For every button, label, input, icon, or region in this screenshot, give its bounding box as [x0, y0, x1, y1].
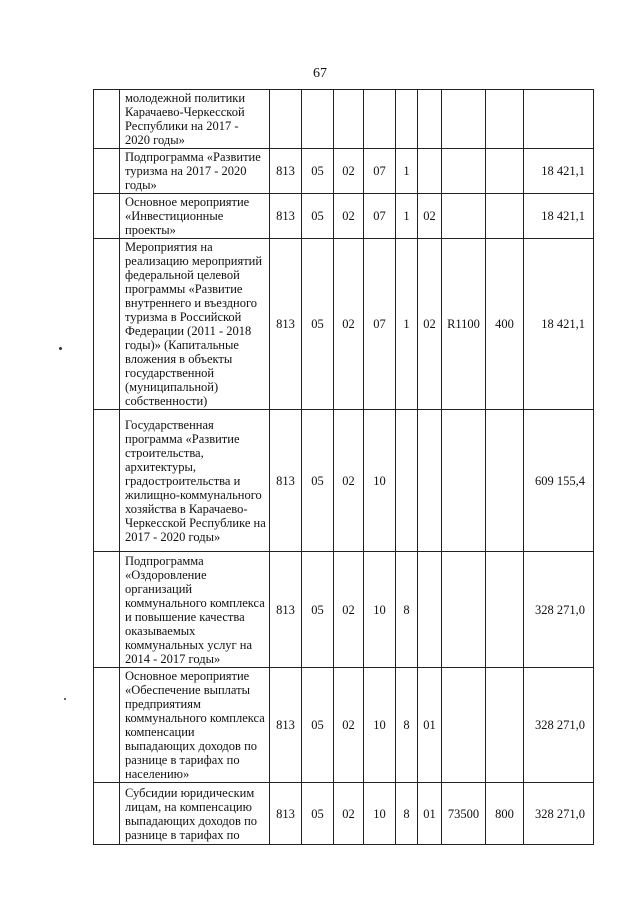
table-row — [94, 668, 594, 783]
expense-direction-cell: R1100 — [442, 239, 486, 410]
section-code-cell: 05 — [302, 552, 334, 668]
subsection-code-cell: 02 — [334, 149, 364, 194]
subsection-code-cell: 02 — [334, 410, 364, 552]
ministry-code-cell: 813 — [270, 668, 302, 783]
expense-direction-cell — [442, 410, 486, 552]
program-code-cell: 10 — [364, 410, 396, 552]
expense-direction-cell — [442, 149, 486, 194]
activity-code-cell: 02 — [418, 194, 442, 239]
margin-cell — [94, 194, 120, 239]
amount-cell: 328 271,0 — [524, 668, 594, 783]
subprogram-code-cell: 8 — [396, 552, 418, 668]
scan-speck — [64, 698, 66, 700]
margin-cell — [94, 410, 120, 552]
ministry-code-cell: 813 — [270, 783, 302, 845]
program-code-cell: 07 — [364, 194, 396, 239]
table-row — [94, 410, 594, 552]
ministry-code-cell — [270, 90, 302, 149]
expense-type-cell — [486, 410, 524, 552]
expense-type-cell — [486, 194, 524, 239]
subprogram-code-cell: 1 — [396, 149, 418, 194]
subsection-code-cell — [334, 90, 364, 149]
table-row — [94, 194, 594, 239]
section-code-cell: 05 — [302, 239, 334, 410]
program-code-cell: 10 — [364, 552, 396, 668]
row-name-cell: Основное мероприятие «Инвестиционные проекты» — [120, 194, 270, 239]
subprogram-code-cell: 1 — [396, 239, 418, 410]
amount-cell: 18 421,1 — [524, 239, 594, 410]
row-name-cell: Государственная программа «Развитие строительства, архитектуры, градостроительства и жилищно-коммунального хозяйства в Карачаево-Черкесской Республике на 2017 - 2020 годы» — [120, 410, 270, 552]
subsection-code-cell: 02 — [334, 783, 364, 845]
expense-type-cell — [486, 149, 524, 194]
subprogram-code-cell: 8 — [396, 783, 418, 845]
expense-type-cell: 400 — [486, 239, 524, 410]
activity-code-cell — [418, 149, 442, 194]
ministry-code-cell: 813 — [270, 194, 302, 239]
subprogram-code-cell: 1 — [396, 194, 418, 239]
amount-cell: 18 421,1 — [524, 194, 594, 239]
table-row — [94, 239, 594, 410]
activity-code-cell — [418, 552, 442, 668]
subprogram-code-cell: 8 — [396, 668, 418, 783]
program-code-cell — [364, 90, 396, 149]
expense-type-cell: 800 — [486, 783, 524, 845]
scan-speck — [59, 347, 62, 350]
activity-code-cell — [418, 90, 442, 149]
section-code-cell: 05 — [302, 410, 334, 552]
row-name-cell: Подпрограмма «Развитие туризма на 2017 - 2020 годы» — [120, 149, 270, 194]
subprogram-code-cell — [396, 90, 418, 149]
section-code-cell: 05 — [302, 668, 334, 783]
amount-cell — [524, 90, 594, 149]
row-name-cell: молодежной политики Карачаево-Черкесской Республики на 2017 - 2020 годы» — [120, 90, 270, 149]
margin-cell — [94, 552, 120, 668]
table-row — [94, 552, 594, 668]
subsection-code-cell: 02 — [334, 194, 364, 239]
program-code-cell: 10 — [364, 668, 396, 783]
program-code-cell: 07 — [364, 239, 396, 410]
section-code-cell: 05 — [302, 783, 334, 845]
activity-code-cell: 01 — [418, 783, 442, 845]
expense-type-cell — [486, 668, 524, 783]
page-number: 67 — [313, 66, 327, 81]
table-row — [94, 783, 594, 845]
margin-cell — [94, 149, 120, 194]
amount-cell: 18 421,1 — [524, 149, 594, 194]
expense-direction-cell — [442, 90, 486, 149]
row-name-cell: Мероприятия на реализацию мероприятий федеральной целевой программы «Развитие внутреннего и въездного туризма в Российской Федерации (2011 - 2018 годы)» (Капитальные вложения в объекты государственной (муниципальной) собственности) — [120, 239, 270, 410]
section-code-cell — [302, 90, 334, 149]
ministry-code-cell: 813 — [270, 552, 302, 668]
table-row — [94, 149, 594, 194]
row-name-cell: Основное мероприятие «Обеспечение выплаты предприятиям коммунального комплекса компенсации выпадающих доходов по разнице в тарифах по населению» — [120, 668, 270, 783]
program-code-cell: 10 — [364, 783, 396, 845]
section-code-cell: 05 — [302, 149, 334, 194]
table-row — [94, 90, 594, 149]
section-code-cell: 05 — [302, 194, 334, 239]
activity-code-cell: 01 — [418, 668, 442, 783]
budget-table-body — [94, 90, 594, 845]
amount-cell: 328 271,0 — [524, 783, 594, 845]
margin-cell — [94, 90, 120, 149]
margin-cell — [94, 239, 120, 410]
margin-cell — [94, 783, 120, 845]
budget-table — [93, 89, 594, 845]
expense-direction-cell — [442, 552, 486, 668]
activity-code-cell: 02 — [418, 239, 442, 410]
expense-direction-cell: 73500 — [442, 783, 486, 845]
amount-cell: 328 271,0 — [524, 552, 594, 668]
margin-cell — [94, 668, 120, 783]
expense-direction-cell — [442, 668, 486, 783]
row-name-cell: Субсидии юридическим лицам, на компенсацию выпадающих доходов по разнице в тарифах по — [120, 783, 270, 845]
ministry-code-cell: 813 — [270, 149, 302, 194]
subsection-code-cell: 02 — [334, 668, 364, 783]
row-name-cell: Подпрограмма «Оздоровление организаций коммунального комплекса и повышение качества оказываемых коммунальных услуг на 2014 - 2017 годы» — [120, 552, 270, 668]
ministry-code-cell: 813 — [270, 410, 302, 552]
subsection-code-cell: 02 — [334, 552, 364, 668]
expense-type-cell — [486, 552, 524, 668]
subprogram-code-cell — [396, 410, 418, 552]
expense-direction-cell — [442, 194, 486, 239]
ministry-code-cell: 813 — [270, 239, 302, 410]
expense-type-cell — [486, 90, 524, 149]
amount-cell: 609 155,4 — [524, 410, 594, 552]
activity-code-cell — [418, 410, 442, 552]
subsection-code-cell: 02 — [334, 239, 364, 410]
program-code-cell: 07 — [364, 149, 396, 194]
